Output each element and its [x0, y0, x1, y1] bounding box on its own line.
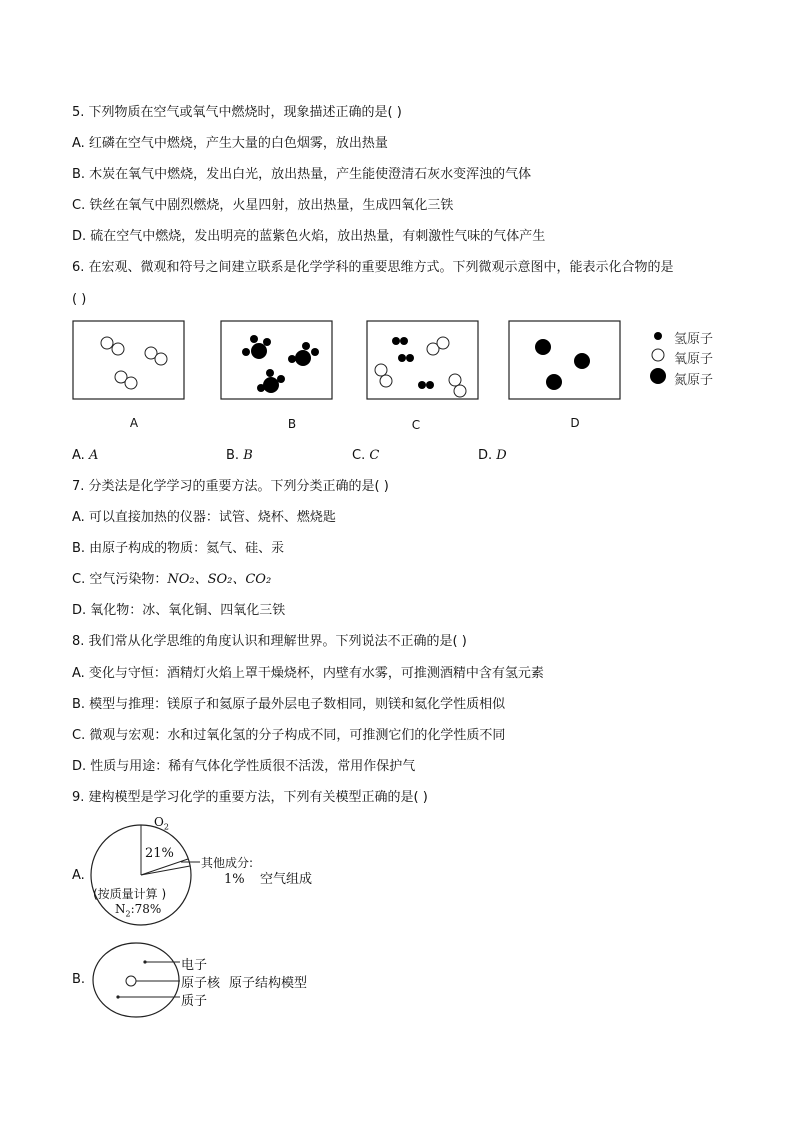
q7-stem: 7. 分类法是化学学习的重要方法。下列分类正确的是( ) — [72, 479, 389, 494]
o2-label: $O_2$ — [154, 815, 169, 832]
q8-stem: 8. 我们常从化学思维的角度认识和理解世界。下列说法不正确的是( ) — [72, 634, 467, 649]
nucleus-label: 原子核 — [181, 976, 221, 991]
q6-option-c: C. C — [352, 448, 380, 463]
q8-option-a: A. 变化与守恒：酒精灯火焰上罩干燥烧杯，内壁有水雾，可推测酒精中含有氢元素 — [72, 666, 544, 681]
proton-label: 质子 — [181, 994, 208, 1009]
n2-label: $N_2:78\%$ — [115, 902, 162, 919]
other-label: 其他成分: — [201, 856, 254, 870]
q5-option-c: C. 铁丝在氧气中剧烈燃烧，火星四射，放出热量，生成四氧化三铁 — [72, 198, 454, 213]
q6-option-d: D. D — [478, 448, 507, 463]
panel-d-label: D — [570, 416, 580, 430]
q9-option-b-prefix: B. — [72, 972, 86, 987]
atom-model-title: 原子结构模型 — [229, 976, 308, 991]
q8-option-d: D. 性质与用途：稀有气体化学性质很不活泼，常用作保护气 — [72, 759, 416, 774]
mass-basis-note: (按质量计算 ) — [93, 887, 167, 901]
q6-option-b: B. B — [226, 448, 253, 463]
air-composition-title: 空气组成 — [260, 872, 313, 887]
o2-percent: 21% — [145, 846, 174, 861]
q6-stem-paren: ( ) — [72, 292, 87, 307]
electron-label: 电子 — [181, 958, 208, 973]
q7-option-c: C. 空气污染物：NO₂、SO₂、CO₂ — [72, 572, 272, 587]
panel-b-label: B — [287, 417, 297, 431]
legend-nitrogen: 氮原子 — [674, 373, 714, 388]
legend-hydrogen: 氢原子 — [674, 332, 714, 347]
nucleus-icon — [126, 976, 136, 986]
q6-stem: 6. 在宏观、微观和符号之间建立联系是化学学科的重要思维方式。下列微观示意图中，能表示化合物的是 — [72, 260, 674, 275]
q7-option-d: D. 氧化物：冰、氧化铜、四氧化三铁 — [72, 603, 286, 618]
legend-oxygen: 氧原子 — [674, 352, 714, 367]
q8-option-c: C. 微观与宏观：水和过氧化氢的分子构成不同，可推测它们的化学性质不同 — [72, 728, 506, 743]
other-percent: 1% — [224, 872, 245, 887]
q5-option-d: D. 硫在空气中燃烧，发出明亮的蓝紫色火焰，放出热量，有刺激性气味的气体产生 — [72, 229, 546, 244]
q7-option-b: B. 由原子构成的物质：氦气、硅、汞 — [72, 541, 285, 556]
panel-c-label: C — [411, 418, 421, 432]
q6-option-a: A. A — [72, 448, 99, 463]
q5-stem: 5. 下列物质在空气或氧气中燃烧时，现象描述正确的是( ) — [72, 105, 402, 120]
q7-option-a: A. 可以直接加热的仪器：试管、烧杯、燃烧匙 — [72, 510, 336, 525]
q9-option-a-prefix: A. — [72, 868, 85, 883]
q5-option-b: B. 木炭在氧气中燃烧，发出白光，放出热量，产生能使澄清石灰水变浑浊的气体 — [72, 167, 532, 182]
q9-stem: 9. 建构模型是学习化学的重要方法，下列有关模型正确的是( ) — [72, 790, 428, 805]
panel-a-label: A — [129, 416, 139, 430]
q5-option-a: A. 红磷在空气中燃烧，产生大量的白色烟雾，放出热量 — [72, 136, 388, 151]
q8-option-b: B. 模型与推理：镁原子和氦原子最外层电子数相同，则镁和氦化学性质相似 — [72, 697, 506, 712]
